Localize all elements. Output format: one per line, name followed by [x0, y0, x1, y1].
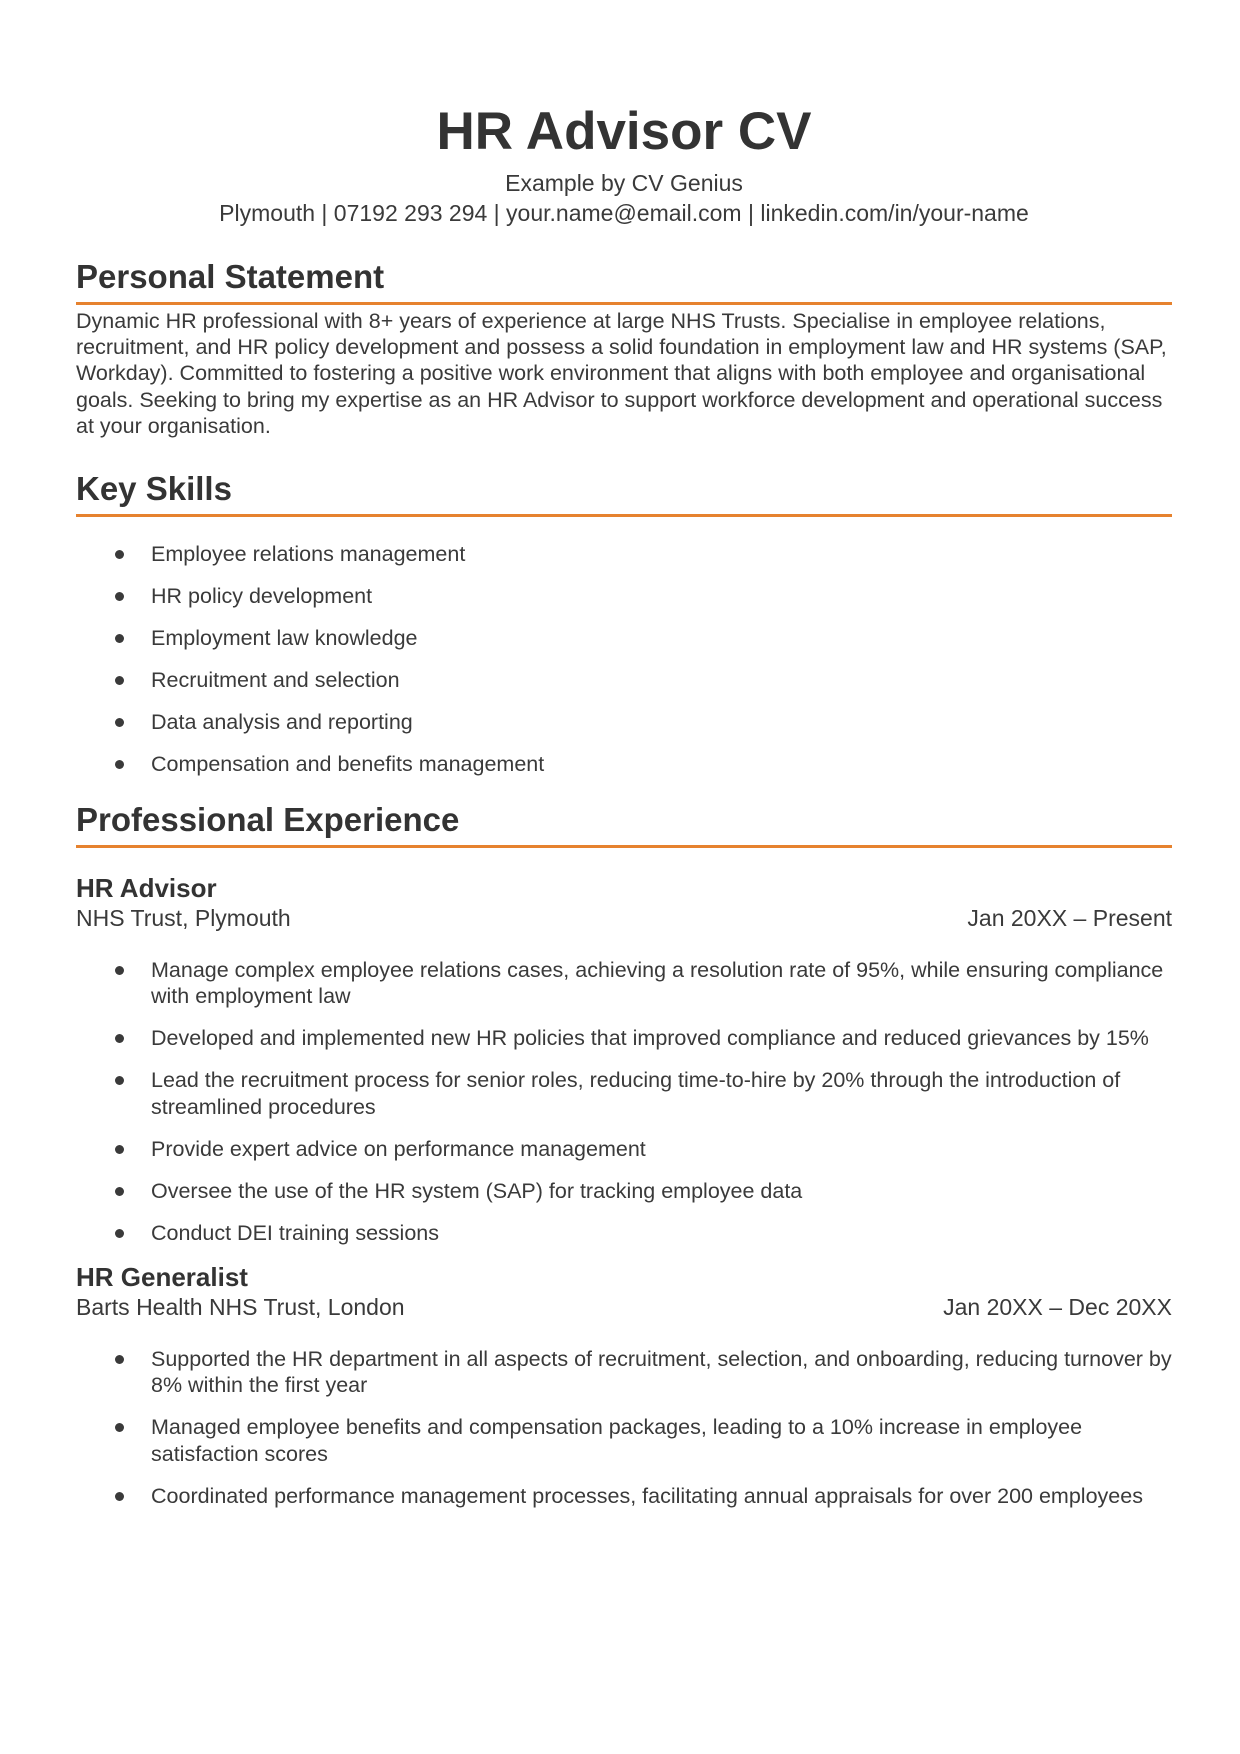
skill-item — [76, 709, 1172, 736]
skill-text: Employment law knowledge — [151, 626, 418, 651]
bullet-icon — [115, 1145, 124, 1154]
contact-line: Plymouth | 07192 293 294 | your.name@email.com | linkedin.com/in/your-name — [219, 200, 1029, 226]
skill-item — [76, 541, 1172, 568]
cv-subtitle: Example by CV Genius — [505, 170, 743, 196]
cv-page — [76, 0, 1172, 1525]
bullet-icon — [115, 1187, 124, 1196]
bullet-icon — [115, 592, 124, 601]
job-entry — [76, 1262, 1172, 1510]
experience-heading: Professional Experience — [76, 800, 1172, 848]
job-role: HR Advisor — [76, 872, 217, 903]
bullet-icon — [115, 676, 124, 685]
bullet-icon — [115, 1034, 124, 1043]
key-skills-section — [76, 469, 1172, 778]
personal-statement-heading: Personal Statement — [76, 257, 1172, 305]
bullet-icon — [115, 1423, 124, 1432]
bullet-icon — [115, 1229, 124, 1238]
bullet-icon — [115, 718, 124, 727]
personal-statement-section — [76, 257, 1172, 439]
key-skills-list — [76, 541, 1172, 778]
responsibility-item — [76, 1346, 1172, 1399]
bullet-icon — [115, 1076, 124, 1085]
responsibility-item — [76, 1483, 1172, 1510]
responsibility-text: Provide expert advice on performance management — [151, 1136, 646, 1161]
responsibility-text: Lead the recruitment process for senior roles, reducing time-to-hire by 20% through the introduction of streamlined procedures — [151, 1068, 1121, 1119]
bullet-icon — [115, 1355, 124, 1364]
responsibility-item — [76, 1220, 1172, 1247]
responsibility-item — [76, 1414, 1172, 1467]
cv-title: HR Advisor CV — [436, 102, 812, 161]
bullet-icon — [115, 1492, 124, 1501]
job-employer: Barts Health NHS Trust, London — [76, 1293, 405, 1320]
bullet-icon — [115, 634, 124, 643]
responsibility-text: Supported the HR department in all aspects of recruitment, selection, and onboarding, reducing turnover by 8% within the first year — [151, 1346, 1172, 1398]
job-meta — [76, 1292, 1172, 1322]
cv-header — [76, 0, 1172, 228]
skill-text: Data analysis and reporting — [151, 710, 413, 735]
responsibility-text: Coordinated performance management processes, facilitating annual appraisals for over 200 employees — [151, 1483, 1143, 1508]
job-dates: Jan 20XX – Present — [967, 904, 1172, 931]
responsibility-item — [76, 1025, 1172, 1052]
job-dates: Jan 20XX – Dec 20XX — [943, 1293, 1172, 1320]
bullet-icon — [115, 550, 124, 559]
skill-text: HR policy development — [151, 584, 373, 609]
responsibility-text: Manage complex employee relations cases, achieving a resolution rate of 95%, while ensuring compliance with employment law — [151, 957, 1164, 1009]
skill-text: Recruitment and selection — [151, 668, 400, 693]
skill-item — [76, 667, 1172, 694]
experience-section — [76, 800, 1172, 1510]
responsibility-item — [76, 957, 1172, 1010]
skill-item — [76, 583, 1172, 610]
skill-text: Compensation and benefits management — [151, 752, 545, 777]
responsibility-text: Conduct DEI training sessions — [151, 1220, 440, 1245]
key-skills-heading: Key Skills — [76, 469, 1172, 517]
responsibility-item — [76, 1178, 1172, 1205]
job-responsibilities — [76, 957, 1172, 1247]
responsibility-text: Developed and implemented new HR policies that improved compliance and reduced grievances by 15% — [151, 1026, 1149, 1051]
skill-item — [76, 751, 1172, 778]
personal-statement-text: Dynamic HR professional with 8+ years of experience at large NHS Trusts. Specialise in employee relations, recruitment, and HR policy development and possess a solid foundation in employment law and HR systems (SAP, Workday). Committed to fostering a positive work environment that aligns with both employee and organisational goals. Seeking to bring my expertise as an HR Advisor to support workforce development and operational success at your organisation. — [76, 309, 1167, 438]
job-employer: NHS Trust, Plymouth — [76, 904, 291, 931]
responsibility-item — [76, 1136, 1172, 1163]
bullet-icon — [115, 966, 124, 975]
skill-item — [76, 625, 1172, 652]
job-role: HR Generalist — [76, 1261, 248, 1292]
responsibility-text: Managed employee benefits and compensation packages, leading to a 10% increase in employee satisfaction scores — [151, 1415, 1083, 1466]
job-meta — [76, 903, 1172, 933]
job-responsibilities — [76, 1346, 1172, 1510]
responsibility-text: Oversee the use of the HR system (SAP) for tracking employee data — [151, 1178, 803, 1203]
bullet-icon — [115, 760, 124, 769]
job-entry — [76, 873, 1172, 1247]
responsibility-item — [76, 1067, 1172, 1120]
skill-text: Employee relations management — [151, 542, 466, 567]
